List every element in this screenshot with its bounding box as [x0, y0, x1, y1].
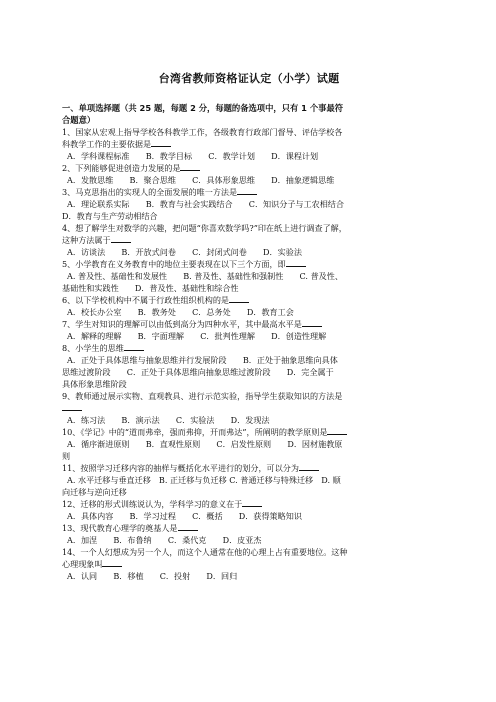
question-12-stem-text: 12、迁移的形式训练说认为，学科学习的意义在于 [62, 499, 243, 509]
answer-blank [102, 558, 122, 567]
question-13-stem [62, 522, 436, 534]
question-9-stem: 9、教师通过展示实物、直观教具、进行示范实验，指导学生获取知识的方法是 [62, 391, 343, 401]
answer-blank [180, 162, 200, 171]
question-6-options: A．校长办公室 B．教务处 C．总务处 D．教育工会 [67, 307, 294, 317]
answer-blank [242, 498, 262, 507]
question-1-stem-text: 科教学工作的主要依据是 [62, 139, 152, 149]
question-2-stem [62, 162, 436, 174]
question-8-options: A．正处于具体思维与抽象思维并行发展阶段 B．正处于抽象思维向具体 [67, 355, 338, 365]
section-heading-cont: 合题意） [62, 115, 96, 125]
answer-blank [178, 522, 198, 531]
question-3-options: A．理论联系实际 B．教育与社会实践结合 C．知识分子与工农相结合 [67, 199, 344, 209]
question-14-stem-text: 心理现象叫 [62, 559, 103, 569]
answer-blank [286, 258, 306, 267]
answer-blank [124, 342, 144, 351]
question-5-stem-text: 5、小学教育在义务教育中的地位主要表现在以下三个方面，即 [62, 259, 286, 269]
answer-blank [237, 186, 257, 195]
answer-blank [229, 294, 249, 303]
document-title: 台湾省教师资格证认定（小学）试题 [158, 72, 340, 85]
question-4-stem-cont [62, 234, 436, 246]
question-3-stem-text: 3、马克思指出的实现人的全面发展的唯一方法是 [62, 187, 238, 197]
question-11-stem-text: 11、按照学习迁移内容的抽样与概括化水平进行的划分，可以分为 [62, 463, 299, 473]
question-6-stem [62, 294, 436, 306]
question-1-stem: 1、国家从宏观上指导学校各科教学工作，各级教育行政部门督导、评估学校各 [62, 127, 343, 137]
question-4-options: A．访谈法 B．开放式问卷 C．封闭式问卷 D．实验法 [67, 247, 302, 257]
question-10-options: A．循序渐进原则 B．直观性原则 C．启发性原则 D．因材施教原 [67, 439, 343, 449]
question-10-stem-text: 10、《学记》中的“道而弗牵，强而弗抑，开而弗达”，所阐明的教学原则是 [62, 427, 328, 437]
question-10-options-cont: 则 [62, 451, 71, 461]
answer-blank [302, 318, 322, 327]
question-6-stem-text: 6、以下学校机构中不属于行政性组织机构的是 [62, 295, 230, 305]
question-11-stem [62, 462, 436, 474]
question-4-stem: 4、想了解学生对数学的兴趣，把问题“你喜欢数学吗?”印在纸上进行调查了解， [62, 223, 347, 233]
question-3-stem [62, 186, 436, 198]
answer-blank [111, 234, 131, 243]
question-7-stem-text: 7、学生对知识的理解可以由低到高分为四种水平，其中最高水平是 [62, 319, 302, 329]
document-page [62, 72, 436, 582]
question-12-stem [62, 498, 436, 510]
question-5-options-cont: 基础性和实践性 D．普及性、基础性和综合性 [62, 283, 239, 293]
question-7-options: A．解释的理解 B．字面理解 C．批判性理解 D．创造性理解 [67, 331, 327, 341]
answer-blank [62, 402, 82, 411]
question-8-options-cont-2: 具体形象思维阶段 [62, 379, 127, 389]
question-12-options: A．具体内容 B．学习过程 C．概括 D．获得策略知识 [67, 511, 302, 521]
answer-blank [327, 426, 347, 435]
question-4-stem-text: 这种方法属于 [62, 235, 111, 245]
question-14-stem: 14、一个人幻想成为另一个人，而这个人通常在他的心理上占有重要地位。这种 [62, 547, 348, 557]
question-2-options: A．发散思维 B．聚合思维 C．具体形象思维 D．抽象逻辑思维 [67, 175, 335, 185]
answer-blank [299, 462, 319, 471]
question-14-stem-cont [62, 558, 436, 570]
question-9-blank-line [62, 402, 436, 414]
question-13-options: A．加涅 B．布鲁纳 C．桑代克 D．皮亚杰 [67, 535, 262, 545]
question-14-options: A．认同 B．移植 C．投射 D．回归 [67, 571, 238, 581]
question-13-stem-text: 13、现代教育心理学的奠基人是 [62, 523, 178, 533]
question-1-options: A．学科课程标准 B．教学目标 C．教学计划 D．课程计划 [67, 151, 319, 161]
question-10-stem [62, 426, 436, 438]
question-8-stem-text: 8、小学生的思维 [62, 343, 124, 353]
question-2-stem-text: 2、下列能够促进创造力发展的是 [62, 163, 181, 173]
section-heading: 一、单项选择题（共 25 题，每题 2 分，每题的备选项中，只有 1 个事最符 [62, 103, 344, 113]
question-5-stem [62, 258, 436, 270]
question-11-options: A. 水平迁移与垂直迁移 B. 正迁移与负迁移 C. 普通迁移与特殊迁移 D. 顺 [67, 475, 341, 485]
question-8-options-cont: 思维过渡阶段 C．正处于具体思维向抽象思维过渡阶段 D．完全属于 [62, 367, 334, 377]
question-1-stem-cont [62, 138, 436, 150]
question-3-options-cont: D．教育与生产劳动相结合 [62, 211, 158, 221]
question-8-stem [62, 342, 436, 354]
answer-blank [151, 138, 171, 147]
question-11-options-cont: 向迁移与逆向迁移 [62, 487, 127, 497]
question-7-stem [62, 318, 436, 330]
question-9-options: A．练习法 B．演示法 C．实验法 D．发现法 [67, 415, 270, 425]
question-5-options: A. 普及性、基础性和发展性 B. 普及性、基础性和强制性 C. 普及性、 [67, 271, 343, 281]
